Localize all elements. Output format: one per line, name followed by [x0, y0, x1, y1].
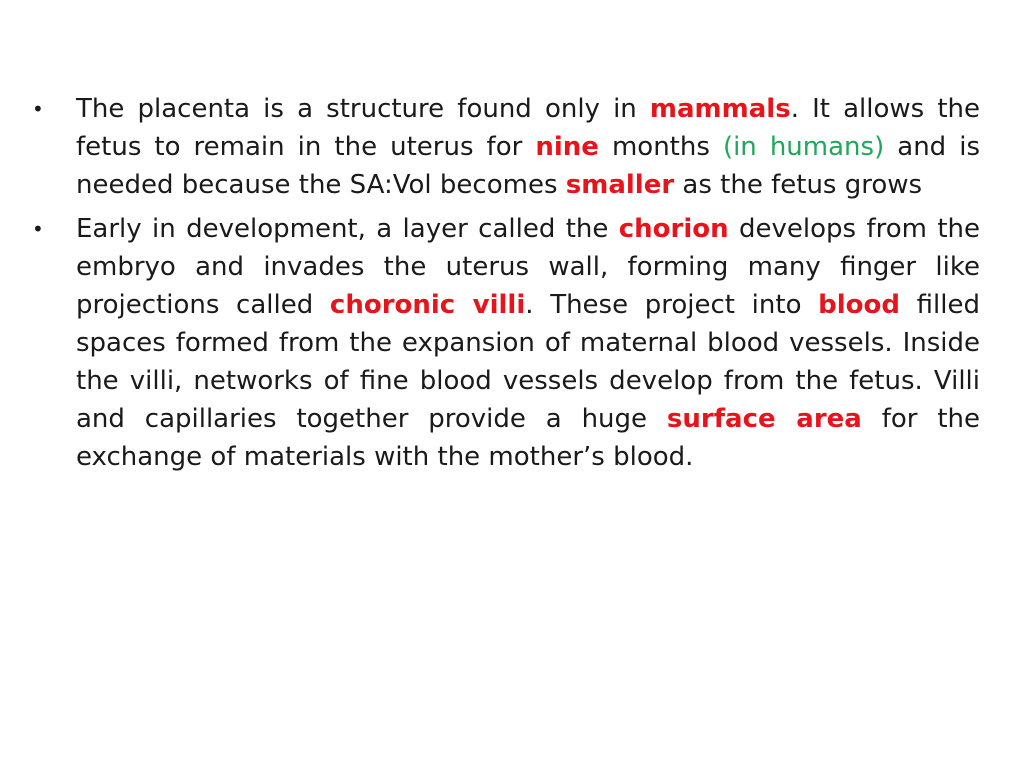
segment: Early in development, a layer called the	[76, 214, 619, 244]
keyword-chorion: chorion	[618, 214, 729, 244]
segment: and is needed because the SA:Vol becomes	[76, 132, 980, 200]
segment: for the exchange of materials with the mother’s blood.	[76, 404, 981, 472]
segment: . These project into	[525, 290, 819, 320]
segment: develops from the embryo and invades the uterus wall, forming many finger like projections called	[76, 214, 980, 320]
bullet-dot-icon: •	[32, 217, 44, 241]
bullet-list	[28, 90, 980, 482]
bullet-dot-icon: •	[32, 97, 44, 121]
keyword-surface-area: surface area	[666, 404, 862, 434]
keyword-nine: nine	[535, 132, 599, 162]
segment: The placenta is a structure found only in	[76, 94, 650, 124]
segment: filled spaces formed from the expansion of maternal blood vessels. Inside the villi, networks of fine blood vessels develop from the fetus. Villi and capillaries together provide a huge	[76, 290, 980, 434]
keyword-choronic-villi: choronic villi	[329, 290, 526, 320]
note-in-humans: (in humans)	[722, 132, 885, 162]
segment: as the fetus grows	[674, 170, 923, 200]
keyword-mammals: mammals	[649, 94, 791, 124]
segment: . It allows the fetus to remain in the uterus for	[76, 94, 980, 162]
keyword-blood: blood	[818, 290, 900, 320]
bullet-item-chorion	[28, 210, 980, 476]
segment: months	[598, 132, 723, 162]
keyword-smaller: smaller	[565, 170, 675, 200]
bullet-item-placenta	[28, 90, 980, 204]
